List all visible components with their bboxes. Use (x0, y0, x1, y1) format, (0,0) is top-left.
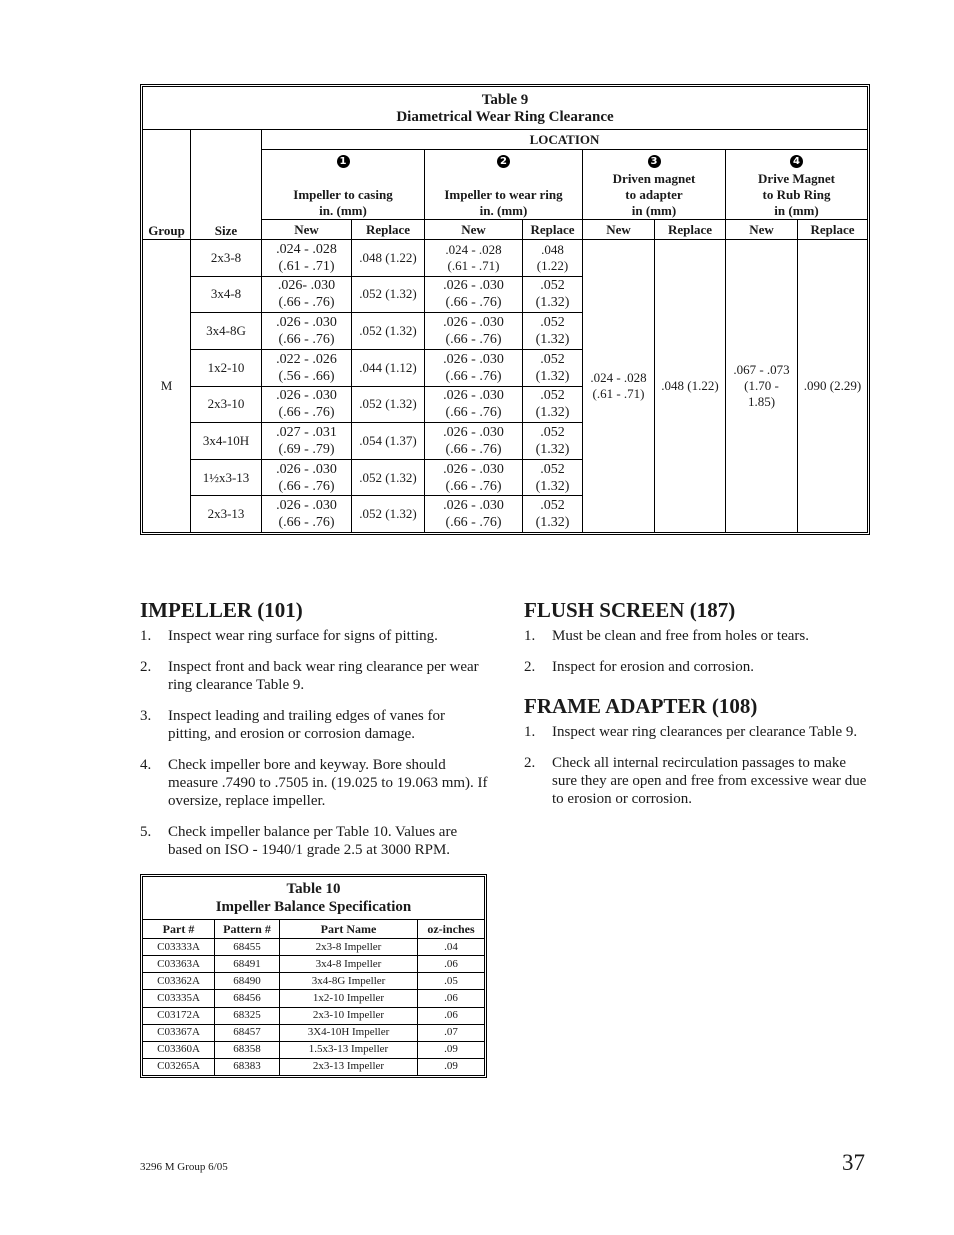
list-item (140, 627, 490, 645)
table-cell: .06 (418, 1007, 485, 1024)
l2-new-line: (.66 - .76) (445, 295, 502, 311)
table-9 (140, 84, 870, 535)
table-cell: C03172A (143, 1007, 215, 1024)
size-cell: 2x3-13 (191, 496, 262, 533)
location-2-new-cell (425, 459, 523, 496)
location-label-line: in (mm) (774, 203, 819, 218)
l2-replace-line: (1.32) (535, 405, 570, 421)
l2-new-line: (.66 - .76) (445, 515, 502, 531)
replace-header: Replace (352, 220, 425, 240)
replace-header: Replace (523, 220, 583, 240)
l1-new-line: (.66 - .76) (278, 295, 335, 311)
l1-new-line: .027 - .031 (276, 424, 337, 440)
list-item (524, 754, 870, 808)
step-text: Inspect leading and trailing edges of vanes for pitting, and erosion or corrosion damage. (168, 708, 445, 742)
table-cell: C03367A (143, 1024, 215, 1041)
location-3-replace-cell: .048 (1.22) (655, 240, 726, 533)
new-header: New (425, 220, 523, 240)
table-10-title-cell (143, 877, 485, 920)
location-2-replace-cell (523, 313, 583, 350)
location-label-line: in. (mm) (479, 203, 528, 218)
location-4-new-cell (726, 240, 798, 533)
new-header: New (726, 220, 798, 240)
l3-new-line: (.61 - .71) (592, 386, 645, 401)
table-row (143, 1024, 485, 1041)
location-label-line: Impeller to casing (293, 187, 393, 202)
location-1-replace-cell: .052 (1.32) (352, 313, 425, 350)
new-header: New (583, 220, 655, 240)
location-3-marker-icon: 3 (648, 155, 661, 168)
l2-new-line: (.66 - .76) (445, 441, 502, 457)
step-text: Inspect wear ring clearances per clearance Table 9. (552, 724, 858, 740)
flush-screen-steps (524, 627, 870, 689)
step-number: 1. (524, 628, 536, 644)
table-cell: 68456 (215, 990, 280, 1007)
location-header: LOCATION (262, 130, 868, 150)
step-text: Inspect for erosion and corrosion. (552, 659, 755, 675)
step-text: Must be clean and free from holes or tears. (552, 628, 809, 644)
location-3-header (583, 150, 726, 220)
location-2-new-cell (425, 349, 523, 386)
l2-replace-line: (1.32) (535, 368, 570, 384)
l2-new-line: .026 - .030 (443, 424, 504, 440)
size-cell: 3x4-10H (191, 423, 262, 460)
table-row (143, 956, 485, 973)
location-2-replace-cell (523, 349, 583, 386)
table-cell: 68455 (215, 939, 280, 956)
location-1-new-cell (262, 313, 352, 350)
location-1-new-cell (262, 240, 352, 277)
l2-new-line: .026 - .030 (443, 351, 504, 367)
group-cell: M (143, 240, 191, 533)
new-header: New (262, 220, 352, 240)
group-header: Group (143, 130, 191, 240)
l2-new-line: (.66 - .76) (445, 405, 502, 421)
location-1-replace-cell: .052 (1.32) (352, 496, 425, 533)
table-10-title: Table 10 (286, 881, 341, 897)
step-text: Check impeller bore and keyway. Bore should measure .7490 to .7505 in. (19.025 to 19.063 mm). If oversize, replace impeller. (168, 757, 488, 809)
location-label-line: to adapter (625, 187, 683, 202)
table-cell: 2x3-10 Impeller (280, 1007, 418, 1024)
location-1-replace-cell: .048 (1.22) (352, 240, 425, 277)
table-row (143, 990, 485, 1007)
replace-header: Replace (655, 220, 726, 240)
location-1-new-cell (262, 276, 352, 313)
location-1-new-cell (262, 349, 352, 386)
column-header: Part Name (280, 920, 418, 939)
table-row (143, 1041, 485, 1058)
l2-replace-line: (1.32) (535, 515, 570, 531)
l1-new-line: .026 - .030 (276, 315, 337, 331)
location-3-new-cell (583, 240, 655, 533)
table-cell: C03333A (143, 939, 215, 956)
location-label-line: in (mm) (631, 203, 677, 218)
location-1-new-cell (262, 496, 352, 533)
table-row (143, 939, 485, 956)
table-cell: .06 (418, 990, 485, 1007)
location-label-line: Impeller to wear ring (444, 187, 563, 202)
table-cell: .09 (418, 1058, 485, 1075)
location-2-new-cell (425, 496, 523, 533)
l2-replace-line: (1.32) (535, 332, 570, 348)
location-1-replace-cell: .054 (1.37) (352, 423, 425, 460)
table-9-title-cell (143, 87, 868, 130)
location-2-replace-cell (523, 276, 583, 313)
frame-adapter-steps (524, 723, 870, 821)
l1-new-line: .024 - .028 (276, 241, 337, 257)
l1-new-line: .022 - .026 (276, 351, 337, 367)
location-2-new-cell (425, 423, 523, 460)
step-number: 2. (524, 755, 536, 771)
table-cell: C03362A (143, 973, 215, 990)
table-9-subtitle: Diametrical Wear Ring Clearance (396, 109, 614, 125)
frame-adapter-heading: FRAME ADAPTER (108) (524, 694, 758, 718)
size-cell: 1½x3-13 (191, 459, 262, 496)
table-cell: 68325 (215, 1007, 280, 1024)
table-cell: 2x3-13 Impeller (280, 1058, 418, 1075)
l2-new-line: .026 - .030 (443, 461, 504, 477)
l2-new-line: (.61 - .71) (447, 257, 500, 273)
table-cell: .04 (418, 939, 485, 956)
size-header: Size (191, 130, 262, 240)
size-cell: 2x3-10 (191, 386, 262, 423)
table-row (143, 1007, 485, 1024)
l2-replace-line: .052 (540, 278, 565, 294)
location-2-replace-cell (523, 386, 583, 423)
location-2-new-cell (425, 313, 523, 350)
table-10-subtitle: Impeller Balance Specification (215, 899, 412, 915)
l2-replace-line: .052 (540, 424, 565, 440)
table-cell: C03265A (143, 1058, 215, 1075)
location-label-line (262, 171, 424, 187)
page-number: 37 (842, 1150, 865, 1175)
location-4-header (726, 150, 868, 220)
location-1-new-cell (262, 386, 352, 423)
l2-new-line: (.66 - .76) (445, 368, 502, 384)
step-text: Inspect wear ring surface for signs of pitting. (168, 628, 438, 644)
flush-screen-heading: FLUSH SCREEN (187) (524, 598, 736, 622)
location-label-line: to Rub Ring (762, 187, 831, 202)
l2-new-line: .024 - .028 (445, 241, 502, 257)
table-cell: C03335A (143, 990, 215, 1007)
table-row (143, 1058, 485, 1075)
size-cell: 2x3-8 (191, 240, 262, 277)
table-cell: .06 (418, 956, 485, 973)
location-1-header (262, 150, 425, 220)
location-2-replace-cell (523, 459, 583, 496)
step-number: 1. (524, 724, 536, 740)
list-item (140, 707, 490, 743)
table-row (143, 973, 485, 990)
table-10 (140, 874, 487, 1078)
location-1-replace-cell: .044 (1.12) (352, 349, 425, 386)
impeller-balance-table (142, 876, 485, 1076)
table-cell: 2x3-8 Impeller (280, 939, 418, 956)
location-4-marker-icon: 4 (790, 155, 803, 168)
l1-new-line: .026 - .030 (276, 388, 337, 404)
location-2-new-cell (425, 386, 523, 423)
size-cell: 1x2-10 (191, 349, 262, 386)
list-item (140, 823, 490, 859)
location-2-replace-cell (523, 423, 583, 460)
l2-replace-line: (1.22) (536, 257, 569, 273)
location-label-line: in. (mm) (319, 203, 367, 218)
step-text: Check impeller balance per Table 10. Values are based on ISO - 1940/1 grade 2.5 at 3000 RPM. (168, 824, 458, 858)
table-cell: 3x4-8G Impeller (280, 973, 418, 990)
location-label-line (425, 171, 582, 187)
location-1-marker-icon: 1 (337, 155, 350, 168)
table-cell: 3x4-8 Impeller (280, 956, 418, 973)
list-item (524, 627, 870, 645)
l4-new-line: .067 - .073 (733, 362, 790, 377)
table-cell: .05 (418, 973, 485, 990)
location-2-new-cell (425, 276, 523, 313)
l2-replace-line: .052 (540, 498, 565, 514)
l4-new-line: 1.85) (747, 394, 776, 409)
l2-new-line: .026 - .030 (443, 498, 504, 514)
list-item (140, 658, 490, 694)
l2-replace-line: .052 (540, 388, 565, 404)
l2-replace-line: .052 (540, 351, 565, 367)
location-2-replace-cell (523, 240, 583, 277)
location-label-line: Driven magnet (612, 171, 696, 186)
l2-replace-line: .048 (541, 241, 564, 257)
l2-new-line: (.66 - .76) (445, 478, 502, 494)
location-1-new-cell (262, 423, 352, 460)
table-cell: C03360A (143, 1041, 215, 1058)
l4-new-line: (1.70 - (744, 378, 779, 393)
location-label-line: Drive Magnet (758, 171, 835, 186)
size-cell: 3x4-8 (191, 276, 262, 313)
table-cell: .07 (418, 1024, 485, 1041)
table-cell: 3X4-10H Impeller (280, 1024, 418, 1041)
step-text: Check all internal recirculation passages to make sure they are open and free from excessive wear due to erosion or corrosion. (552, 755, 867, 807)
table-cell: 1x2-10 Impeller (280, 990, 418, 1007)
wear-ring-clearance-table (142, 86, 868, 533)
l2-replace-line: .052 (540, 461, 565, 477)
l2-new-line: .026 - .030 (443, 278, 504, 294)
location-4-replace-cell: .090 (2.29) (798, 240, 868, 533)
location-2-marker-icon: 2 (497, 155, 510, 168)
l1-new-line: (.66 - .76) (278, 405, 335, 421)
step-number: 1. (140, 628, 152, 644)
l1-new-line: (.66 - .76) (278, 515, 335, 531)
l1-new-line: (.69 - .79) (278, 441, 335, 457)
table-cell: 68490 (215, 973, 280, 990)
column-header: Part # (143, 920, 215, 939)
l1-new-line: (.61 - .71) (278, 258, 335, 274)
l3-new-line: .024 - .028 (590, 370, 647, 385)
list-item (140, 756, 490, 810)
table-cell: 68358 (215, 1041, 280, 1058)
l2-new-line: (.66 - .76) (445, 332, 502, 348)
step-number: 5. (140, 824, 152, 840)
table-9-title: Table 9 (481, 92, 529, 108)
impeller-heading: IMPELLER (101) (140, 598, 303, 622)
table-cell: 68383 (215, 1058, 280, 1075)
l2-replace-line: (1.32) (535, 295, 570, 311)
replace-header: Replace (798, 220, 868, 240)
step-number: 2. (140, 659, 152, 675)
l1-new-line: (.66 - .76) (278, 332, 335, 348)
location-1-new-cell (262, 459, 352, 496)
location-1-replace-cell: .052 (1.32) (352, 459, 425, 496)
table-cell: C03363A (143, 956, 215, 973)
step-text: Inspect front and back wear ring clearance per wear ring clearance Table 9. (168, 659, 479, 693)
table-cell: 68491 (215, 956, 280, 973)
l2-replace-line: .052 (540, 315, 565, 331)
list-item (524, 658, 870, 676)
step-number: 4. (140, 757, 152, 773)
location-2-new-cell (425, 240, 523, 277)
step-number: 3. (140, 708, 152, 724)
table-cell: .09 (418, 1041, 485, 1058)
l1-new-line: .026- .030 (277, 278, 336, 294)
table-row (143, 240, 868, 277)
document-reference: 3296 M Group 6/05 (140, 1161, 228, 1173)
location-1-replace-cell: .052 (1.32) (352, 276, 425, 313)
size-cell: 3x4-8G (191, 313, 262, 350)
table-cell: 1.5x3-13 Impeller (280, 1041, 418, 1058)
l1-new-line: .026 - .030 (276, 461, 337, 477)
table-cell: 68457 (215, 1024, 280, 1041)
list-item (524, 723, 870, 741)
l1-new-line: .026 - .030 (276, 498, 337, 514)
impeller-steps (140, 627, 490, 872)
l1-new-line: (.56 - .66) (278, 368, 335, 384)
l1-new-line: (.66 - .76) (278, 478, 335, 494)
column-header: Pattern # (215, 920, 280, 939)
l2-new-line: .026 - .030 (443, 315, 504, 331)
l2-replace-line: (1.32) (535, 478, 570, 494)
location-1-replace-cell: .052 (1.32) (352, 386, 425, 423)
column-header: oz-inches (418, 920, 485, 939)
l2-replace-line: (1.32) (535, 441, 570, 457)
location-2-header (425, 150, 583, 220)
location-2-replace-cell (523, 496, 583, 533)
step-number: 2. (524, 659, 536, 675)
l2-new-line: .026 - .030 (443, 388, 504, 404)
